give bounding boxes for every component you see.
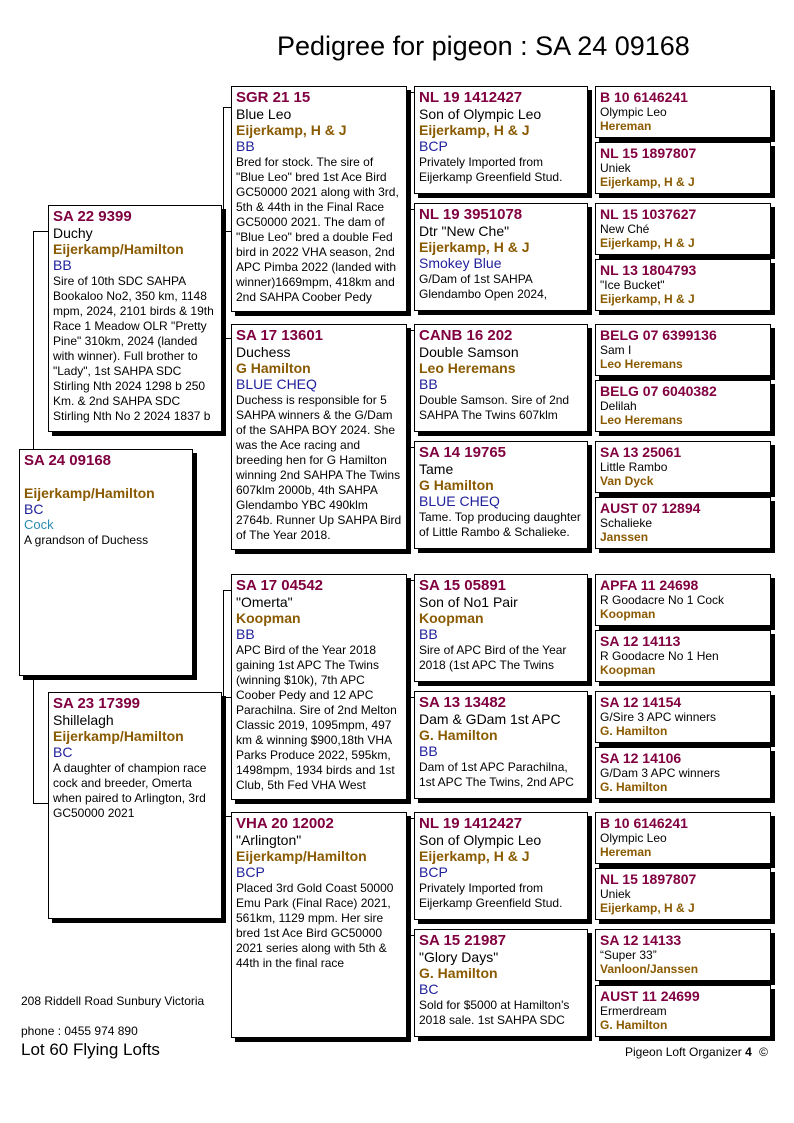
connector-line [223, 107, 231, 108]
ring-number: NL 19 1412427 [419, 815, 523, 832]
connector-line [33, 231, 34, 451]
pigeon-name: Little Rambo [600, 460, 668, 474]
pigeon-name: Blue Leo [236, 106, 292, 122]
colour: BLUE CHEQ [236, 376, 317, 392]
ancestor-card-g5-6[interactable] [595, 380, 771, 432]
breeder: Leo Heremans [419, 360, 516, 376]
software-credit [625, 1045, 768, 1059]
granddam-sire-card[interactable] [231, 324, 407, 550]
granddam-dam-card[interactable] [231, 812, 407, 1038]
pigeon-name: Son of Olympic Leo [419, 106, 542, 122]
ancestor-card-g5-8[interactable] [595, 497, 771, 549]
description: Duchess is responsible for 5 SAHPA winners & the G/Dam of the SAHPA BOY 2024. She was the Ace racing and breeding hen for G Hamilton winning 2nd SAHPA The Twins 607klm 2000b, 4th SAHPA Glendambo YBC 490klm 2764b. Runner Up SAHPA Bird of The Year 2018. [236, 393, 402, 542]
breeder: G. Hamilton [600, 780, 668, 794]
ancestor-card-g5-7[interactable] [595, 441, 771, 493]
ancestor-card-g5-13[interactable] [595, 812, 771, 864]
breeder: G. Hamilton [419, 965, 498, 981]
ancestor-card-g5-9[interactable] [595, 574, 771, 626]
pigeon-name: Schalieke [600, 516, 653, 530]
pigeon-name: Sam I [600, 343, 632, 357]
connector-line [223, 231, 231, 232]
loft-address: 208 Riddell Road Sunbury Victoria [21, 994, 205, 1008]
ring-number: BELG 07 6399136 [600, 327, 717, 343]
pigeon-name: Shillelagh [53, 712, 114, 728]
connector-line [223, 107, 224, 338]
pigeon-name: "Arlington" [236, 832, 302, 848]
description: Tame. Top producing daughter of Little Rambo & Schalieke. [419, 510, 581, 539]
pigeon-name: Ermerdream [600, 1004, 667, 1018]
ring-number: VHA 20 12002 [236, 815, 334, 832]
pigeon-name: New Ché [600, 222, 650, 236]
breeder: Eijerkamp, H & J [600, 901, 695, 915]
pigeon-name: Tame [419, 461, 454, 477]
connector-line [223, 590, 231, 591]
pigeon-name: Delilah [600, 399, 637, 413]
pigeon-name: G/Dam 3 APC winners [600, 766, 721, 780]
pigeon-name: Double Samson [419, 344, 519, 360]
ancestor-card-g4-3[interactable] [414, 324, 588, 432]
copyright-mark: © [759, 1045, 768, 1059]
pigeon-name: R Goodacre No 1 Cock [600, 593, 725, 607]
colour: BC [419, 981, 439, 997]
description: Sire of APC Bird of the Year 2018 (1st APC The Twins [419, 643, 567, 672]
colour: BB [419, 626, 438, 642]
colour: BCP [419, 864, 448, 880]
ring-number: SA 23 17399 [53, 695, 141, 712]
pigeon-name: Duchess [236, 344, 291, 360]
ancestor-card-g5-5[interactable] [595, 324, 771, 376]
breeder: Koopman [600, 607, 656, 621]
page-title: Pedigree for pigeon : SA 24 09168 [277, 31, 690, 61]
ancestor-card-g5-4[interactable] [595, 259, 771, 311]
ring-number: NL 19 3951078 [419, 206, 523, 223]
breeder: Eijerkamp/Hamilton [236, 848, 367, 864]
ring-number: SA 13 13482 [419, 694, 507, 711]
pigeon-name: “Super 33” [600, 948, 657, 962]
description: Dam of 1st APC Parachilna, 1st APC The Twins, 2nd APC [419, 760, 574, 789]
breeder: Eijerkamp/Hamilton [53, 728, 184, 744]
ring-number: NL 15 1037627 [600, 206, 697, 222]
ring-number: CANB 16 202 [419, 327, 513, 344]
ring-number: SA 15 05891 [419, 577, 507, 594]
ring-number: SA 12 14106 [600, 750, 682, 766]
ring-number: SGR 21 15 [236, 89, 311, 106]
pigeon-name: G/Sire 3 APC winners [600, 710, 717, 724]
ancestor-card-g5-16[interactable] [595, 985, 771, 1037]
ring-number: SA 13 25061 [600, 444, 682, 460]
pigeon-name: Son of No1 Pair [419, 594, 518, 610]
colour: BB [419, 743, 438, 759]
pigeon-name: Uniek [600, 887, 631, 901]
breeder: G. Hamilton [600, 724, 668, 738]
colour: Smokey Blue [419, 255, 502, 271]
ring-number: NL 15 1897807 [600, 871, 697, 887]
sire-card[interactable] [48, 205, 222, 432]
pigeon-name: Duchy [53, 225, 93, 241]
ring-number: AUST 11 24699 [600, 988, 700, 1004]
pigeon-name: "Ice Bucket" [600, 278, 665, 292]
ring-number: SA 22 9399 [53, 208, 132, 225]
pigeon-name: Dtr "New Che" [419, 223, 510, 239]
breeder: Eijerkamp/Hamilton [24, 485, 155, 501]
ring-number: BELG 07 6040382 [600, 383, 717, 399]
ring-number: B 10 6146241 [600, 89, 688, 105]
ancestor-card-g5-10[interactable] [595, 630, 771, 682]
pigeon-name: "Omerta" [236, 594, 293, 610]
ancestor-card-g4-4[interactable] [414, 441, 588, 549]
colour: BCP [419, 138, 448, 154]
connector-line [223, 816, 231, 817]
colour: BLUE CHEQ [419, 493, 500, 509]
ancestor-card-g5-2[interactable] [595, 142, 771, 194]
breeder: Van Dyck [600, 474, 654, 488]
description: Privately Imported from Eijerkamp Greenfield Stud. [419, 881, 563, 910]
colour: BB [53, 257, 72, 273]
breeder: G. Hamilton [600, 1018, 668, 1032]
subject-card[interactable] [19, 449, 193, 676]
ring-number: AUST 07 12894 [600, 500, 701, 516]
ancestor-card-g4-1[interactable] [414, 86, 588, 194]
description: Placed 3rd Gold Coast 50000 Emu Park (Final Race) 2021, 561km, 1129 mpm. Her sire bred 1st Ace Bird GC50000 2021 series along with 5th & 44th in the final race [236, 881, 394, 970]
breeder: Eijerkamp/Hamilton [53, 241, 184, 257]
loft-phone: phone : 0455 974 890 [21, 1024, 138, 1038]
breeder: Janssen [600, 530, 649, 544]
grandsire-dam-card[interactable] [231, 574, 407, 800]
ring-number: B 10 6146241 [600, 815, 688, 831]
pigeon-name: Dam & GDam 1st APC [419, 711, 561, 727]
breeder: Eijerkamp, H & J [419, 122, 530, 138]
connector-line [223, 338, 231, 339]
connector-line [33, 803, 48, 804]
breeder: Vanloon/Janssen [600, 962, 699, 976]
ancestor-card-g5-11[interactable] [595, 691, 771, 743]
breeder: Eijerkamp, H & J [236, 122, 347, 138]
ancestor-card-g4-5[interactable] [414, 574, 588, 682]
ancestor-card-g5-14[interactable] [595, 868, 771, 920]
connector-line [223, 590, 224, 816]
connector-line [33, 677, 34, 803]
pigeon-name [24, 469, 188, 485]
pigeon-name: Olympic Leo [600, 105, 667, 119]
ring-number: SA 15 21987 [419, 932, 507, 949]
colour: BB [236, 626, 255, 642]
breeder: G Hamilton [236, 360, 311, 376]
description: A daughter of champion race cock and breeder, Omerta when paired to Arlington, 3rd GC50000 2021 [53, 761, 207, 820]
breeder: Hereman [600, 119, 652, 133]
ring-number: SA 17 13601 [236, 327, 324, 344]
connector-line [33, 231, 48, 232]
breeder: Leo Heremans [600, 357, 683, 371]
description: APC Bird of the Year 2018 gaining 1st APC The Twins (winning $10k), 7th APC Coober Pedy and 12 APC Parachilna. Sire of 2nd Melton Classic 2019, 1095mpm, 497 km & winning $900,18th VHA Parks Produce 2022, 595km, 1498mpm, 1934 birds and 1st Club, 5th Fed VHA West [236, 643, 397, 792]
description: Bred for stock. The sire of "Blue Leo" bred 1st Ace Bird GC50000 2021 along with 3rd, 5th & 44th in the Final Race GC50000 2021. The dam of "Blue Leo" bred a double Fed bird in 2022 VHA season, 2nd APC Pimba 2022 (landed with winner)1669mpm, 418km and 2nd SAHPA Coober Pedy [236, 155, 399, 304]
pigeon-name: Olympic Leo [600, 831, 667, 845]
ancestor-card-g5-12[interactable] [595, 747, 771, 799]
breeder: Eijerkamp, H & J [419, 239, 530, 255]
ring-number: NL 19 1412427 [419, 89, 523, 106]
software-name: Pigeon Loft Organizer [625, 1045, 742, 1059]
sex: Cock [24, 517, 54, 532]
colour: BC [53, 744, 73, 760]
ring-number: SA 14 19765 [419, 444, 507, 461]
ancestor-card-g5-15[interactable] [595, 929, 771, 981]
breeder: Koopman [419, 610, 484, 626]
ring-number: SA 12 14154 [600, 694, 682, 710]
pigeon-name: Son of Olympic Leo [419, 832, 542, 848]
ancestor-card-g5-3[interactable] [595, 203, 771, 255]
description: Double Samson. Sire of 2nd SAHPA The Twins 607klm [419, 393, 570, 422]
description: Sold for $5000 at Hamilton's 2018 sale. 1st SAHPA SDC [419, 998, 570, 1027]
ring-number: SA 12 14113 [600, 633, 681, 649]
ancestor-card-g4-6[interactable] [414, 691, 588, 799]
colour: BCP [236, 864, 265, 880]
ring-number: SA 24 09168 [24, 452, 112, 469]
ring-number: SA 12 14133 [600, 932, 682, 948]
breeder: Hereman [600, 845, 652, 859]
ancestor-card-g4-8[interactable] [414, 929, 588, 1037]
pigeon-name: Uniek [600, 161, 631, 175]
colour: BC [24, 501, 44, 517]
colour: BB [236, 138, 255, 154]
breeder: Eijerkamp, H & J [600, 292, 695, 306]
breeder: Eijerkamp, H & J [600, 236, 695, 250]
colour: BB [419, 376, 438, 392]
breeder: Eijerkamp, H & J [600, 175, 695, 189]
description: Sire of 10th SDC SAHPA Bookaloo No2, 350 km, 1148 mpm, 2024, 2101 birds & 19th Race 1 Meadow OLR "Pretty Pine" 310km, 2024 (landed with winner). Full brother to "Lady", 1st SAHPA SDC Stirling Nth 2024 1298 b 250 Km. & 2nd SAHPA SDC Stirling Nth No 2 2024 1837 b [53, 274, 214, 423]
dam-card[interactable] [48, 692, 222, 919]
ring-number: SA 17 04542 [236, 577, 324, 594]
pigeon-name: "Glory Days" [419, 949, 499, 965]
breeder: Koopman [600, 663, 656, 677]
description: A grandson of Duchess [24, 533, 149, 547]
description: Privately Imported from Eijerkamp Greenfield Stud. [419, 155, 563, 184]
pigeon-name: R Goodacre No 1 Hen [600, 649, 719, 663]
ring-number: NL 15 1897807 [600, 145, 697, 161]
ancestor-card-g5-1[interactable] [595, 86, 771, 138]
breeder: G. Hamilton [419, 727, 498, 743]
ancestor-card-g4-7[interactable] [414, 812, 588, 920]
breeder: Koopman [236, 610, 301, 626]
ring-number: APFA 11 24698 [600, 577, 699, 593]
breeder: Eijerkamp, H & J [419, 848, 530, 864]
breeder: G Hamilton [419, 477, 494, 493]
loft-name: Lot 60 Flying Lofts [21, 1040, 160, 1059]
ancestor-card-g4-2[interactable] [414, 203, 588, 311]
grandsire-sire-card[interactable] [231, 86, 407, 312]
software-version: 4 [745, 1045, 752, 1059]
connector-line [223, 697, 231, 698]
breeder: Leo Heremans [600, 413, 683, 427]
description: G/Dam of 1st SAHPA Glendambo Open 2024, [419, 272, 548, 301]
ring-number: NL 13 1804793 [600, 262, 697, 278]
